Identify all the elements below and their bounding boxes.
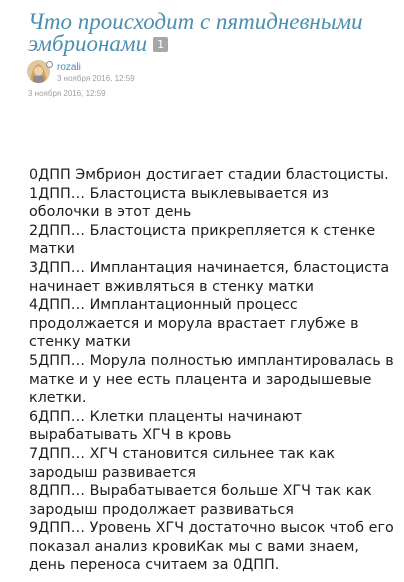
post-paragraph-7dpp: 7ДПП… ХГЧ становится сильнее так как зародыш развивается <box>29 445 336 481</box>
post-paragraph-3dpp: 3ДПП… Имплантация начинается, бластоциста начинает вживляться в стенку матки <box>29 259 390 295</box>
post-title[interactable] <box>28 11 388 55</box>
post-paragraph-6dpp: 6ДПП… Клетки плаценты начинают вырабатывать ХГЧ в кровь <box>29 408 303 444</box>
comment-count-badge[interactable]: 1 <box>153 37 168 52</box>
post-paragraph-4dpp: 4ДПП… Имплантационный процесс продолжается и морула врастает глубже в стенку матки <box>29 297 359 351</box>
post-paragraph-8dpp: 8ДПП… Вырабатывается больше ХГЧ так как зародыш продолжает развиваться <box>29 483 372 518</box>
author-timestamp: 3 ноября 2016, 12:59 <box>57 74 135 83</box>
post-paragraph-0dpp: 0ДПП Эмбрион достигает стадии бластоцисты. <box>29 167 389 183</box>
online-status-icon <box>46 61 53 68</box>
post-paragraph-2dpp: 2ДПП… Бластоциста прикрепляется к стенке матки <box>29 222 376 258</box>
author-name-link[interactable]: rozali <box>57 62 81 73</box>
post-paragraph-9dpp: 9ДПП… Уровень ХГЧ достаточно высок чтоб его показал анализ кровиКак мы с вами знаем, день переноса считаем за 0ДПП. <box>29 520 394 574</box>
post-title-text[interactable]: Что происходит с пятидневными эмбрионами <box>28 9 363 56</box>
post-body <box>29 166 397 575</box>
post-paragraph-1dpp: 1ДПП… Бластоциста выклевывается из оболочки в этот день <box>29 185 329 221</box>
post-date: 3 ноября 2016, 12:59 <box>28 89 106 98</box>
post-paragraph-5dpp: 5ДПП… Морула полностью имплантировалась в матке и у нее есть плацента и зародышевые клетки. <box>29 352 394 407</box>
